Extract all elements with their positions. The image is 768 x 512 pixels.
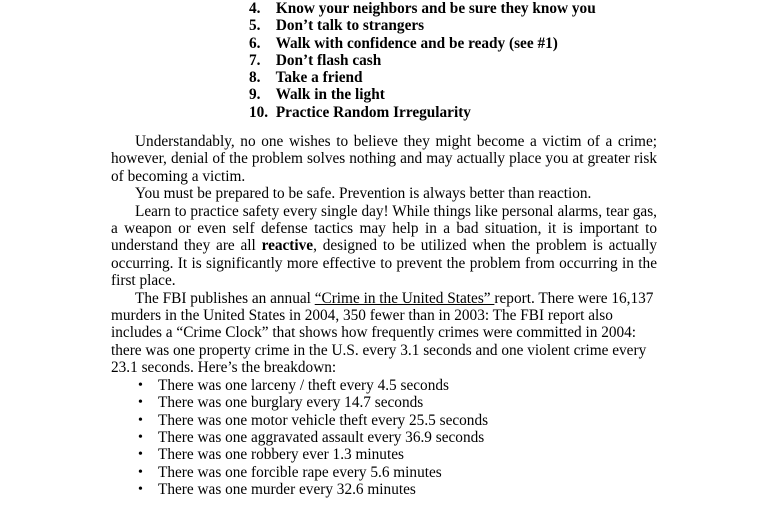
bullet-text: There was one motor vehicle theft every 25.5 seconds: [158, 411, 489, 429]
bullet-item: [111, 446, 657, 463]
bullet-text: There was one robbery ever 1.3 minutes: [158, 446, 404, 464]
bullet-text: There was one murder every 32.6 minutes: [158, 481, 416, 499]
list-item: [249, 69, 596, 86]
list-item-text: Practice Random Irregularity: [275, 103, 471, 121]
list-item-text: Don’t talk to strangers: [275, 17, 425, 35]
list-item-text: Walk with confidence and be ready (see #1): [275, 34, 558, 52]
bullet-item: [111, 464, 657, 481]
list-item: [249, 35, 596, 52]
paragraph-text: there was one property crime in the U.S. every 3.1 seconds and one violent crime every: [111, 341, 647, 359]
bullet-item: [111, 429, 657, 446]
list-item-number: 5.: [249, 17, 261, 35]
bullet-icon: •: [138, 447, 143, 463]
bullet-text: There was one aggravated assault every 36.9 seconds: [158, 428, 485, 446]
list-item-number: 6.: [249, 34, 261, 52]
emphasis-reactive: reactive: [261, 237, 314, 255]
crime-clock-list: [111, 377, 657, 499]
list-item-number: 9.: [249, 86, 261, 104]
paragraph-fbi-report: [111, 290, 657, 377]
list-item: [249, 0, 596, 17]
bullet-text: There was one larceny / theft every 4.5 seconds: [158, 376, 449, 394]
paragraph-text: Learn to practice safety every single day! While things like personal alarms, tear gas, a weapon or even self defense tactics may help in a bad situation, it is important to understand they are all: [111, 202, 657, 255]
list-item-number: 10.: [249, 103, 269, 121]
body-text: [111, 133, 657, 499]
paragraph-text: 23.1 seconds. Here’s the breakdown:: [111, 359, 337, 377]
list-item: [249, 86, 596, 103]
bullet-icon: •: [138, 482, 143, 498]
list-item-text: Take a friend: [275, 69, 363, 87]
paragraph-text: murders in the United States in 2004, 350 fewer than in 2003: The FBI report also: [111, 307, 613, 325]
bullet-item: [111, 412, 657, 429]
paragraph-prevention: You must be prepared to be safe. Prevention is always better than reaction.: [135, 185, 592, 203]
bullet-item: [111, 377, 657, 394]
list-item-number: 8.: [249, 69, 261, 87]
list-item: [249, 52, 596, 69]
list-item: [249, 17, 596, 34]
bullet-icon: •: [138, 412, 143, 428]
bullet-item: [111, 394, 657, 411]
paragraph-text: The FBI publishes an annual: [135, 289, 315, 307]
list-item-text: Don’t flash cash: [275, 51, 382, 69]
list-item: [249, 104, 596, 121]
bullet-item: [111, 481, 657, 498]
paragraph-text: includes a “Crime Clock” that shows how frequently crimes were committed in 2004:: [111, 324, 637, 342]
bullet-icon: •: [138, 464, 143, 480]
bullet-icon: •: [138, 395, 143, 411]
list-item-text: Know your neighbors and be sure they know you: [275, 0, 596, 17]
paragraph-text: , designed to be utilized when the problem is actually occurring. It is significantly more effective to prevent the problem from occurring in the first place.: [111, 237, 657, 290]
bullet-icon: •: [138, 377, 143, 393]
paragraph-practice-safety: [111, 203, 657, 290]
paragraph-text: report. There were 16,137: [494, 289, 654, 307]
bullet-text: There was one forcible rape every 5.6 minutes: [158, 463, 442, 481]
report-title-link[interactable]: “Crime in the United States”: [314, 289, 495, 307]
bullet-text: There was one burglary every 14.7 seconds: [158, 394, 424, 412]
paragraph-victim-denial: Understandably, no one wishes to believe they might become a victim of a crime; however, denial of the problem solves nothing and may actually place you at greater risk of becoming a victim.: [111, 133, 657, 185]
list-item-text: Walk in the light: [275, 86, 385, 104]
list-item-number: 7.: [249, 51, 261, 69]
safety-tips-list: [249, 0, 596, 121]
bullet-icon: •: [138, 429, 143, 445]
list-item-number: 4.: [249, 0, 261, 17]
